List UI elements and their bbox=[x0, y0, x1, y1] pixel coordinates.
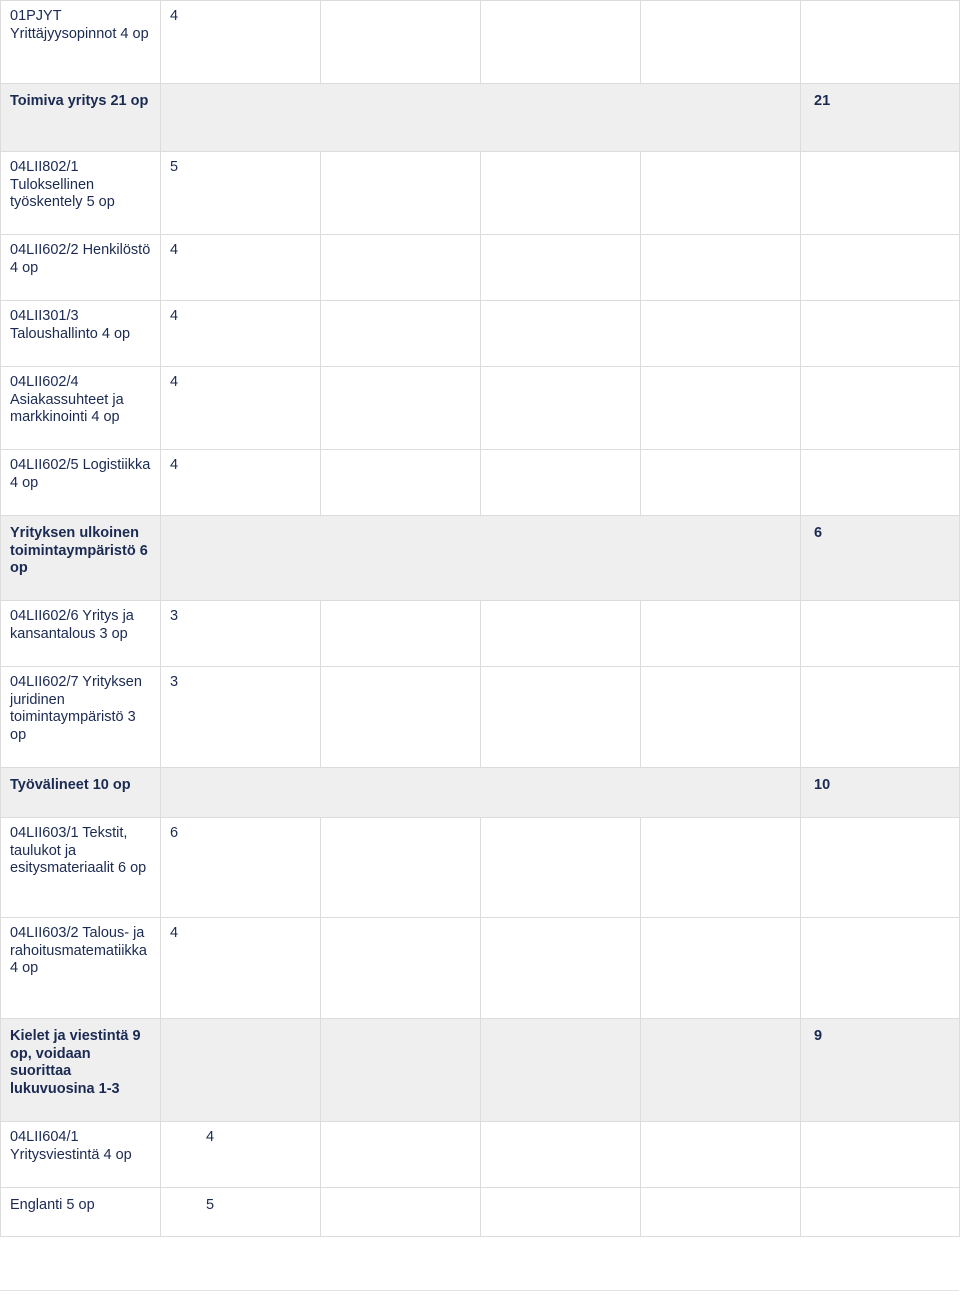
course-name: 04LII604/1 Yritysviestintä 4 op bbox=[1, 1122, 161, 1188]
course-name: Englanti 5 op bbox=[1, 1188, 161, 1237]
course-credits: 4 bbox=[161, 367, 321, 450]
course-credits: 4 bbox=[161, 1, 321, 84]
table-row bbox=[1, 667, 960, 768]
course-name: 04LII602/2 Henkilöstö 4 op bbox=[1, 235, 161, 301]
module-total: 9 bbox=[801, 1019, 960, 1122]
module-name: Yrityksen ulkoinen toimintaympäristö 6 op bbox=[1, 516, 161, 601]
course-credits: 6 bbox=[161, 818, 321, 918]
table-row bbox=[1, 367, 960, 450]
course-credits: 3 bbox=[161, 667, 321, 768]
course-credits: 4 bbox=[161, 235, 321, 301]
module-header-row bbox=[1, 84, 960, 152]
module-header-row bbox=[1, 768, 960, 818]
course-credits: 5 bbox=[161, 1188, 321, 1237]
course-name: 01PJYT Yrittäjyysopinnot 4 op bbox=[1, 1, 161, 84]
table-row bbox=[1, 818, 960, 918]
table-row bbox=[1, 1122, 960, 1188]
table-row bbox=[1, 601, 960, 667]
table-row bbox=[1, 301, 960, 367]
module-total: 21 bbox=[801, 84, 960, 152]
page-bottom-divider bbox=[0, 1290, 959, 1291]
course-credits: 4 bbox=[161, 301, 321, 367]
course-name: 04LII301/3 Taloushallinto 4 op bbox=[1, 301, 161, 367]
course-credits: 4 bbox=[161, 450, 321, 516]
table-row bbox=[1, 450, 960, 516]
course-name: 04LII602/6 Yritys ja kansantalous 3 op bbox=[1, 601, 161, 667]
module-total: 10 bbox=[801, 768, 960, 818]
module-header-row bbox=[1, 1019, 960, 1122]
module-total: 6 bbox=[801, 516, 960, 601]
course-name: 04LII603/2 Talous- ja rahoitusmatematiikka 4 op bbox=[1, 918, 161, 1019]
course-name: 04LII603/1 Tekstit, taulukot ja esitysmateriaalit 6 op bbox=[1, 818, 161, 918]
course-credits: 4 bbox=[161, 1122, 321, 1188]
table-row bbox=[1, 152, 960, 235]
course-credits: 4 bbox=[161, 918, 321, 1019]
module-name: Kielet ja viestintä 9 op, voidaan suorittaa lukuvuosina 1-3 bbox=[1, 1019, 161, 1122]
table-row bbox=[1, 918, 960, 1019]
module-header-row bbox=[1, 516, 960, 601]
table-row bbox=[1, 1, 960, 84]
course-name: 04LII602/5 Logistiikka 4 op bbox=[1, 450, 161, 516]
course-credits: 3 bbox=[161, 601, 321, 667]
module-name: Työvälineet 10 op bbox=[1, 768, 161, 818]
module-name: Toimiva yritys 21 op bbox=[1, 84, 161, 152]
course-credits: 5 bbox=[161, 152, 321, 235]
course-name: 04LII802/1 Tuloksellinen työskentely 5 op bbox=[1, 152, 161, 235]
course-name: 04LII602/4 Asiakassuhteet ja markkinointi 4 op bbox=[1, 367, 161, 450]
course-name: 04LII602/7 Yrityksen juridinen toimintaympäristö 3 op bbox=[1, 667, 161, 768]
table-row bbox=[1, 1188, 960, 1237]
table-row bbox=[1, 235, 960, 301]
